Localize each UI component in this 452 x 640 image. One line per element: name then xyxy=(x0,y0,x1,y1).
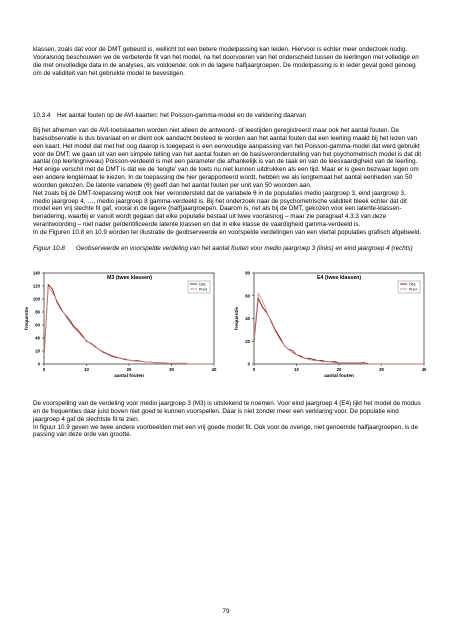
x-axis-label: aantal fouten xyxy=(324,374,354,379)
paragraph: Bij het afnemen van de AVI-toetskaarten worden niet alleen de antwoord- of leestijden geregistreerd maar ook het aantal fouten. De basisobservatie is dus bivariaat en er dient ook aandacht besteed te worden aan het aantal fouten dat een leerling maakt bij het lezen van een kaart. Het model dat met het oog daarop is toegepast is een eenvoudige aanpassing van het Poisson-gamma-model dat werd gebruikt voor de DMT: we gaan uit van een simpele telling van het aantal fouten en de basisveronderstelling van het psychometrisch model is dat dit aantal (op leerlingniveau) Poisson-verdeeld is met een parameter die afhankelijk is van de taak en van de leesvaardigheid van de leerling. Het enige verschil met de DMT is dat we de ‘lengte’ van de toets nu niet kunnen uitdrukken als een tijd. Maar er is geen bezwaar tegen om een andere lengtemaat te kiezen. In de toepassing die hier gerapporteerd wordt, hebben we als lengtemaat het aantal eenheden van 50 woorden gekozen. De latente variabele (θ) geeft dan het aantal fouten per unit van 50 woorden aan. xyxy=(33,127,422,189)
x-axis-label: aantal fouten xyxy=(114,374,144,379)
y-tick-label: 0 xyxy=(37,361,40,367)
x-tick-label: 0 xyxy=(42,367,46,372)
chart-title: M3 (twee klassen) xyxy=(107,275,153,281)
x-tick-label: 40 xyxy=(211,367,217,372)
y-tick-label: 60 xyxy=(245,293,250,299)
y-tick-label: 20 xyxy=(35,348,40,354)
legend-entry: Obs xyxy=(199,282,206,287)
paragraph: In figuur 10.9 geven we twee andere voorbeelden met een vrij goede model fit. Ook voor de overige, niet genoemde halfjaargroepen, is de passing van deze orde van grootte. xyxy=(33,423,419,439)
section-heading xyxy=(33,112,306,120)
text-block-bottom xyxy=(33,400,423,439)
legend-entry: Pred xyxy=(409,287,417,292)
y-tick-label: 80 xyxy=(35,309,40,315)
y-tick-label: 100 xyxy=(32,296,40,302)
y-tick-label: 40 xyxy=(35,335,40,341)
chart-m3 xyxy=(22,267,222,387)
y-axis-label: frequentie xyxy=(25,306,30,331)
paragraph: klassen, zoals dat voor de DMT gebeurd is, wellicht tot een betere modelpassing kan leiden. Hiervoor is echter meer onderzoek nodig. xyxy=(33,46,408,53)
text-block-top xyxy=(33,46,423,77)
figure-caption xyxy=(33,245,423,253)
figure-label: Figuur 10.8 xyxy=(33,245,65,252)
section-title: Het aantal fouten op de AVI-kaarten: het Poisson-gamma-model en de validering daarvan xyxy=(57,112,307,119)
chart-e4 xyxy=(232,267,432,387)
paragraph: In de Figuren 10.8 en 10.9 worden ter illustratie de geobserveerde en voorspelde verdelingen van een viertal populaties grafisch afgebeeld. xyxy=(33,228,422,236)
figure-caption-text: Geobserveerde en voorspelde verdeling van het aantal fouten voor medio jaargroep 3 (links) en eind jaargroep 4 (rechts) xyxy=(76,245,413,252)
x-tick-label: 20 xyxy=(336,367,342,372)
text-block-middle xyxy=(33,127,423,237)
y-tick-label: 120 xyxy=(32,283,40,289)
x-tick-label: 10 xyxy=(84,367,89,372)
y-axis-label: frequentie xyxy=(235,306,240,331)
section-number: 10.3.4 xyxy=(33,112,51,119)
y-tick-label: 80 xyxy=(245,270,250,276)
chart-title: E4 (twee klassen) xyxy=(317,275,362,281)
chart-m3-svg xyxy=(22,267,222,387)
x-tick-label: 10 xyxy=(294,367,299,372)
x-tick-label: 30 xyxy=(379,367,384,372)
x-tick-label: 40 xyxy=(421,367,427,372)
paragraph: Vooralsnog beschouwen we de verbeterde fit van het model, na het doorvoeren van het onderscheid tussen de leerlingen met volledige en die met onvolledige data in de analyses, als voldoende; ook in de lagere halfjaargroepen. De modelpassing is in ieder geval goed genoeg om de validiteit van het gebruikte model te bevestigen. xyxy=(33,53,419,77)
y-tick-label: 20 xyxy=(245,338,250,344)
y-tick-label: 40 xyxy=(245,316,250,321)
legend-entry: Pred xyxy=(199,287,207,292)
y-tick-label: 60 xyxy=(35,322,40,328)
legend-entry: Obs xyxy=(409,282,416,287)
x-tick-label: 30 xyxy=(169,367,174,372)
chart-e4-svg xyxy=(232,267,432,387)
paragraph: De voorspelling van de verdeling voor medio jaargroep 3 (M3) is uitstekend te noemen. Voor eind jaargroep 4 (E4) lijkt het model de modus en de frequenties daar juist boven niet goed te kunnen voorspellen. Daar is niet zonder meer een verklaring voor. De populatie eind jaargroep 4 gaf de slechtste fit te zien. xyxy=(33,400,421,423)
y-tick-label: 140 xyxy=(32,270,40,276)
paragraph: Net zoals bij de DMT-toepassing wordt ook hier verondersteld dat de variabele θ in de populaties medio jaargroep 3, eind jaargroep 3, medio jaargroep 4, …, medio jaargroep 8 gamma-verdeeld is. Bij het onderzoek naar de psychometrische validiteit bleek echter dat dit model een vrij slechte fit gaf, vooral in de lagere (half)jaargroepen. Daarom is, net als bij de DMT, gekozen voor een latente-klassen-benadering, waarbij er vanuit wordt gegaan dat elke populatie bestaat uit twee vooralsnog – maar zie paragraaf 4.3.3 van deze verantwoording – niet nader geïdentificeerde latente klassen en dat in elke klasse de vaardigheid gamma-verdeeld is. xyxy=(33,189,407,229)
x-tick-label: 20 xyxy=(126,367,132,372)
page-number: 79 xyxy=(222,608,230,615)
x-tick-label: 0 xyxy=(252,367,256,372)
y-tick-label: 0 xyxy=(247,361,250,367)
